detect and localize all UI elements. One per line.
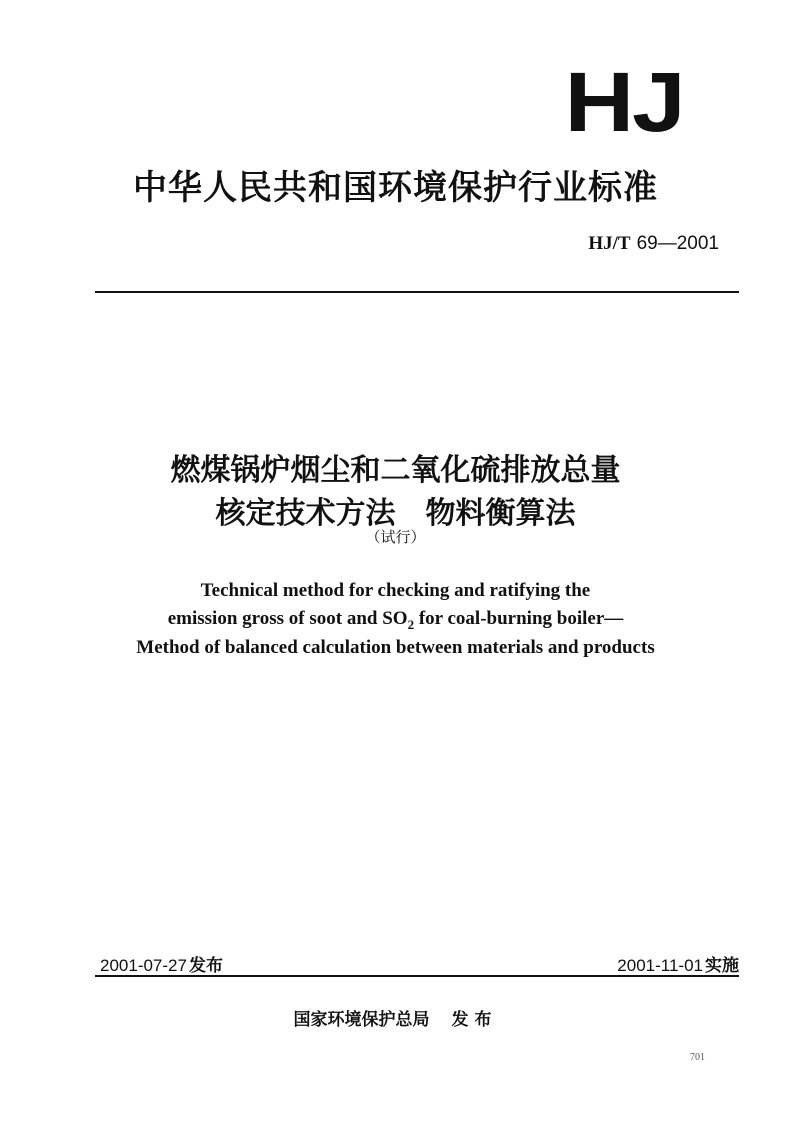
effective-date-block — [617, 951, 739, 976]
so2-subscript: 2 — [407, 616, 415, 632]
release-date: 2001-07-27 — [100, 956, 187, 975]
top-divider — [95, 291, 739, 293]
document-title-cn-line1: 燃煤锅炉烟尘和二氧化硫排放总量 — [170, 453, 621, 488]
effective-label: 实施 — [705, 956, 739, 976]
effective-date: 2001-11-01 — [617, 956, 703, 975]
document-title-en-line2-part2: for coal-burning boiler— — [414, 608, 624, 629]
hj-logo: HJ — [564, 55, 683, 149]
release-label: 发布 — [188, 956, 223, 976]
trial-label: （试行） — [365, 528, 426, 546]
standard-number-prefix: HJ/T — [588, 233, 631, 254]
issuer-name: 国家环境保护总局 — [293, 1010, 430, 1030]
release-date-block — [100, 951, 223, 976]
document-title-en-line3: Method of balanced calculation between materials and products — [136, 637, 655, 658]
issuer-action: 发布 — [451, 1010, 498, 1030]
standard-number-value: 69—2001 — [636, 233, 719, 254]
document-title-cn-line2-part1: 核定技术方法 — [215, 496, 396, 531]
document-title-en-line2-part1: emission gross of soot and SO — [167, 608, 408, 629]
issuer-line — [0, 1005, 791, 1030]
document-title-en-line1: Technical method for checking and ratifying the — [200, 580, 591, 601]
standard-number — [588, 232, 719, 255]
standard-type-title: 中华人民共和国环境保护行业标准 — [133, 168, 658, 208]
page-number: 701 — [690, 1052, 705, 1063]
document-title-cn-line2-part2: 物料衡算法 — [425, 496, 576, 531]
bottom-divider — [95, 975, 739, 977]
document-title-en-line2 — [0, 608, 791, 633]
